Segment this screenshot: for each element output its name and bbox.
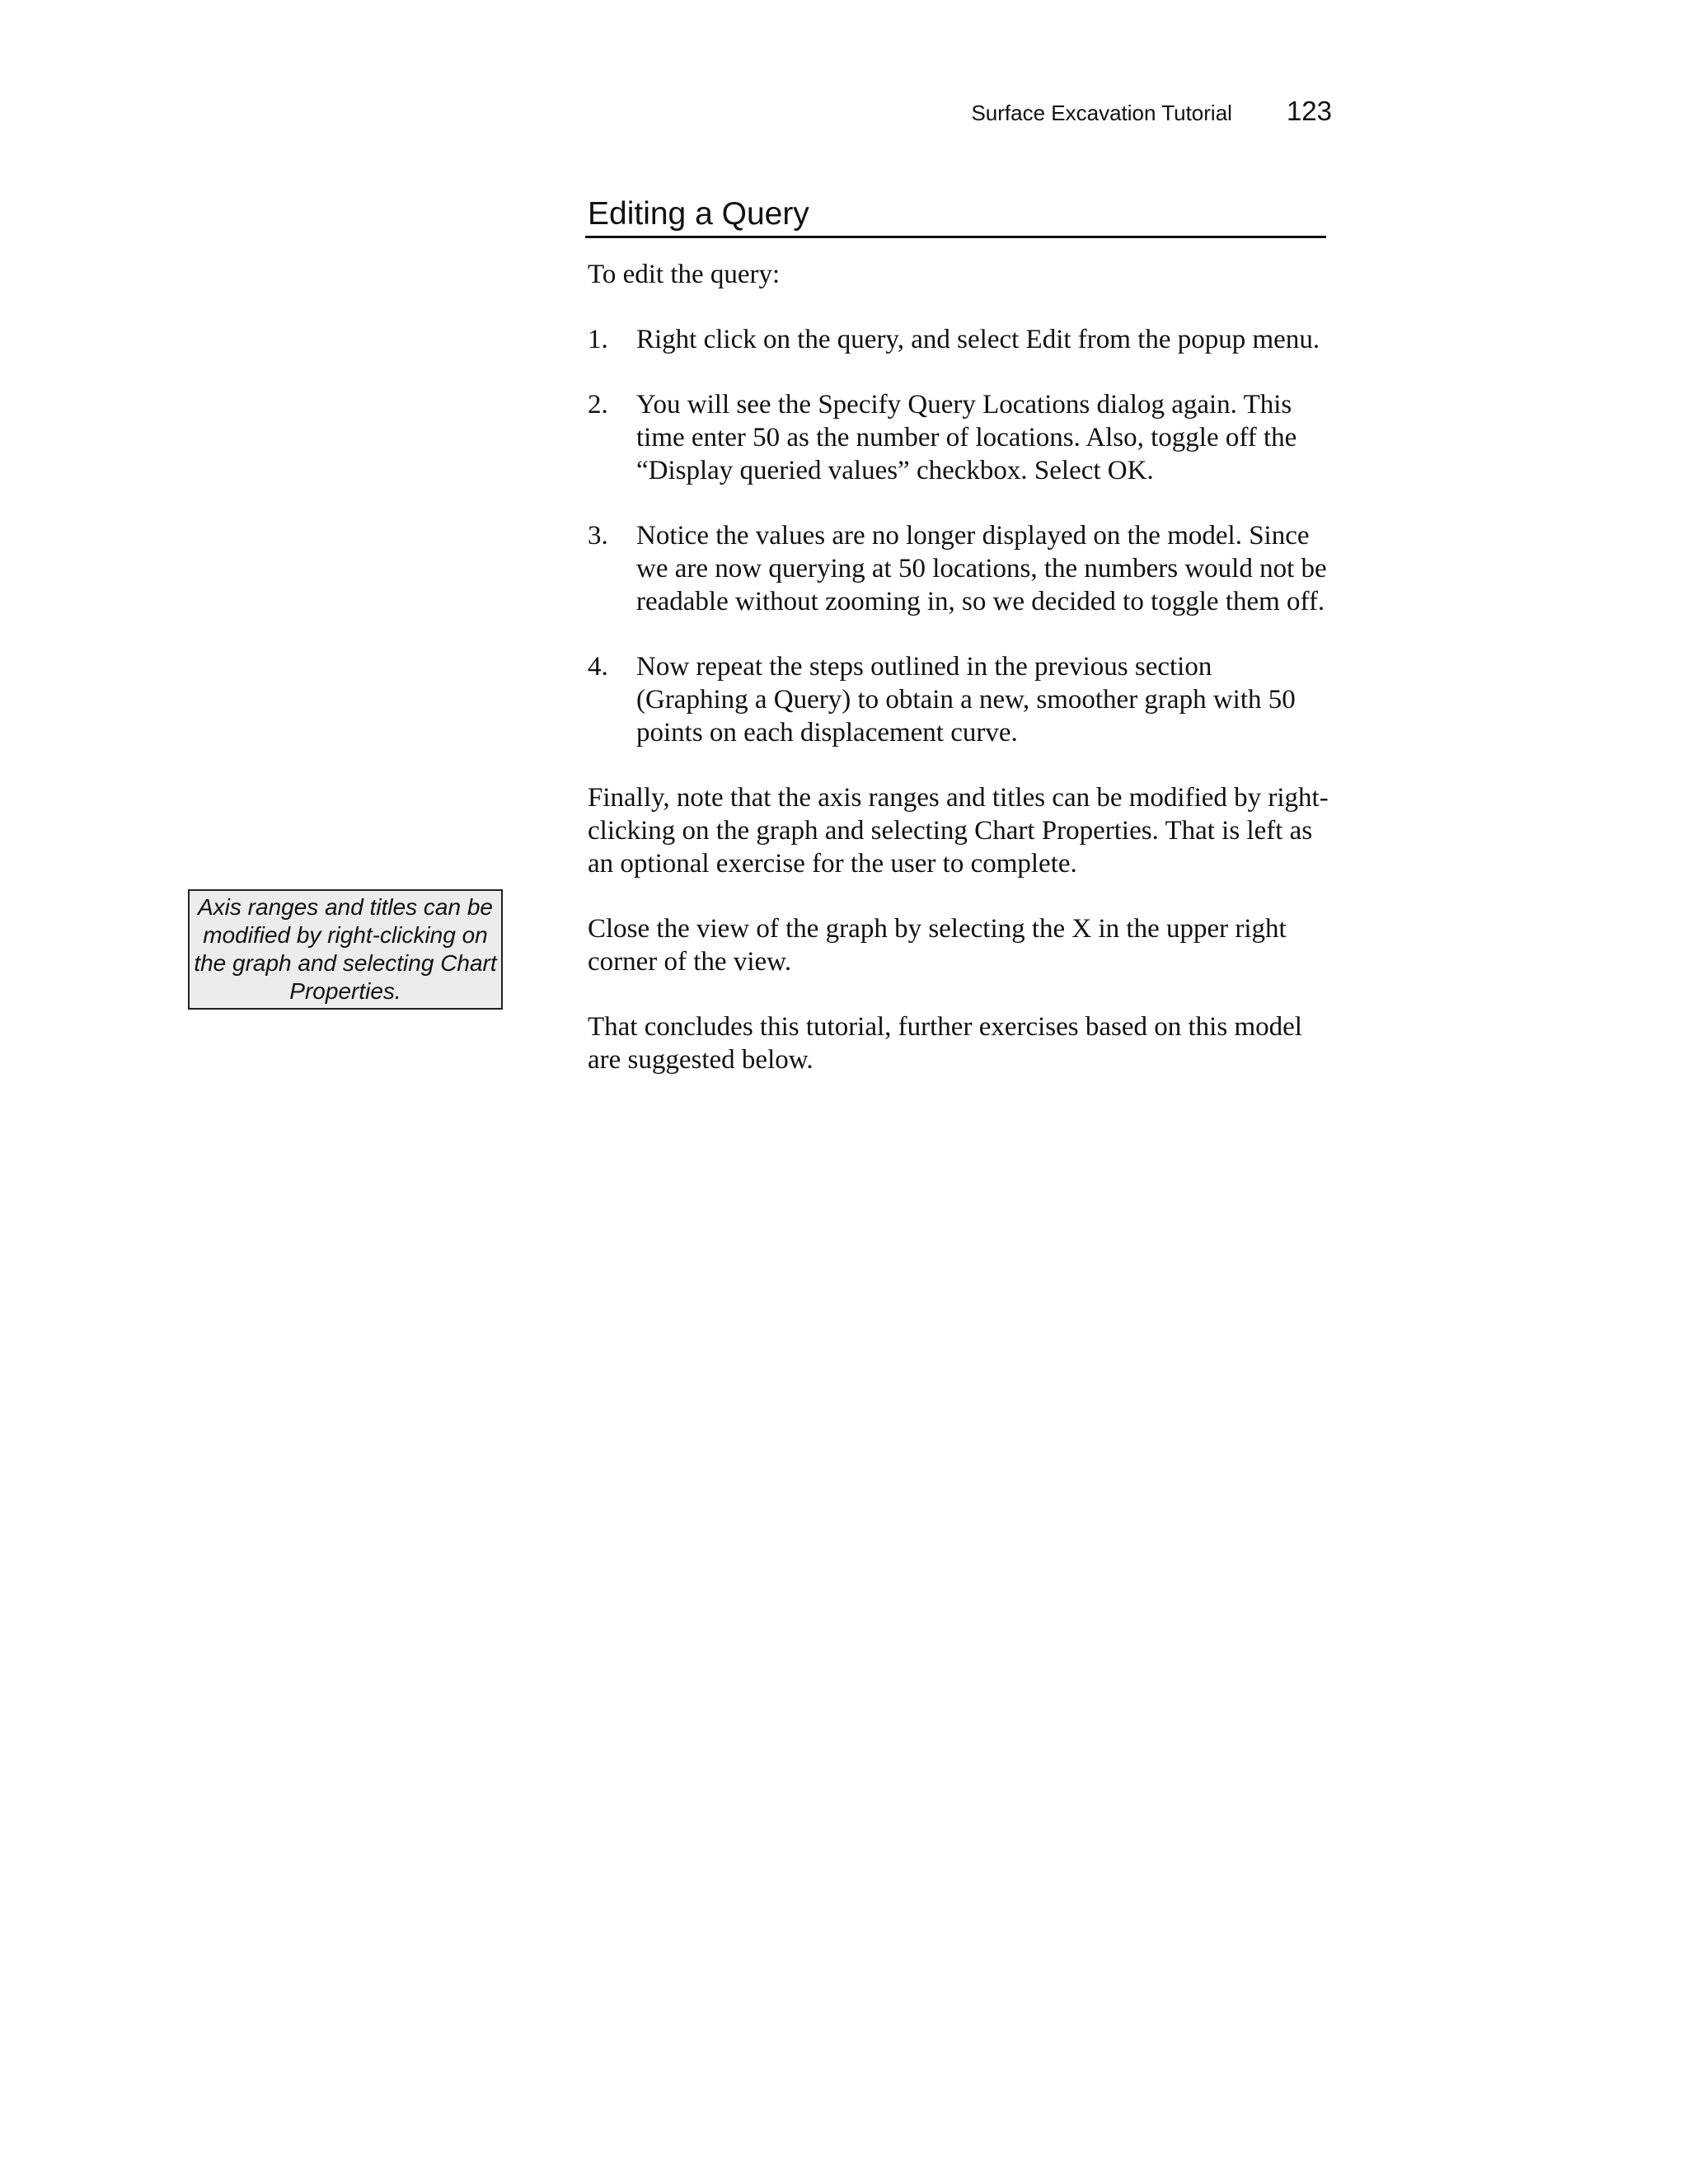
step-text: Now repeat the steps outlined in the previous section (Graphing a Query) to obtain a new, smoother graph with 50 points on each displacement curve. bbox=[636, 652, 1296, 748]
step-number: 1. bbox=[588, 325, 608, 354]
list-item bbox=[588, 519, 1329, 618]
intro-paragraph: To edit the query: bbox=[588, 260, 781, 289]
list-item bbox=[588, 388, 1329, 487]
conclusion-paragraph: That concludes this tutorial, further exercises based on this model are suggested below. bbox=[588, 1012, 1302, 1075]
running-title: Surface Excavation Tutorial bbox=[971, 101, 1232, 125]
body-text bbox=[588, 258, 1329, 1108]
list-item bbox=[588, 650, 1329, 749]
step-number: 2. bbox=[588, 390, 608, 419]
page-number: 123 bbox=[1286, 96, 1332, 126]
chart-properties-paragraph: Finally, note that the axis ranges and titles can be modified by right-clicking on the graph and selecting Chart Properties. That is left as an optional exercise for the user to complete. bbox=[588, 783, 1329, 879]
close-view-paragraph: Close the view of the graph by selecting the X in the upper right corner of the view. bbox=[588, 914, 1287, 977]
step-number: 3. bbox=[588, 521, 608, 551]
margin-note: Axis ranges and titles can be modified by right-clicking on the graph and selecting Chart Properties. bbox=[188, 889, 503, 1010]
list-item bbox=[588, 323, 1329, 356]
step-text: You will see the Specify Query Locations dialog again. This time enter 50 as the number of locations. Also, toggle off the “Display queried values” checkbox. Select OK. bbox=[636, 390, 1297, 485]
step-text: Notice the values are no longer displayed on the model. Since we are now querying at 50 locations, the numbers would not be readable without zooming in, so we decided to toggle them off. bbox=[636, 521, 1327, 616]
step-number: 4. bbox=[588, 652, 608, 682]
steps-list bbox=[588, 323, 1329, 749]
section-heading: Editing a Query bbox=[585, 196, 1326, 238]
step-text: Right click on the query, and select Edit from the popup menu. bbox=[636, 325, 1320, 354]
running-header bbox=[971, 96, 1332, 127]
